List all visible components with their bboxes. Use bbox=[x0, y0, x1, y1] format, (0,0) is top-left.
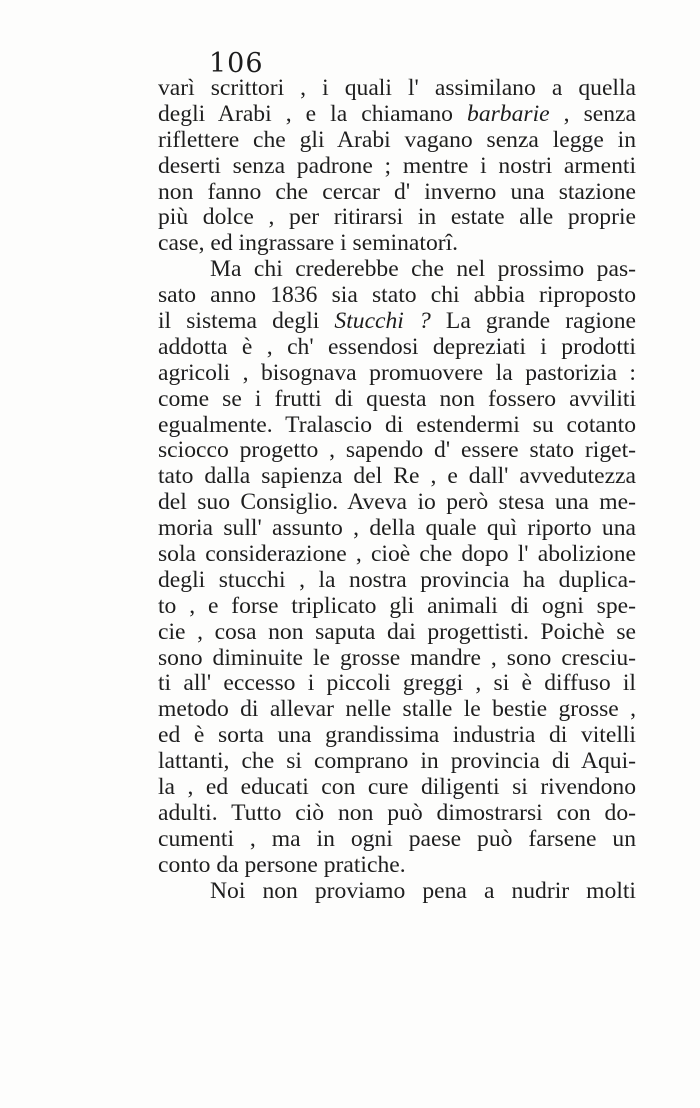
text-line: cumenti , ma in ogni paese può farsene un bbox=[158, 825, 636, 852]
text-line: to , e forse triplicato gli animali di ogni spe- bbox=[158, 592, 636, 619]
text-line: sono diminuite le grosse mandre , sono cresciu- bbox=[158, 644, 636, 671]
text-line: come se i frutti di questa non fossero avviliti bbox=[158, 385, 636, 412]
text-line: agricoli , bisognava promuovere la pastorizia : bbox=[158, 359, 636, 386]
text-line: degli Arabi , e la chiamano barbarie , senza bbox=[158, 100, 636, 127]
text-line: egualmente. Tralascio di estendermi su cotanto bbox=[158, 411, 636, 438]
page-number: 106 bbox=[209, 48, 264, 79]
text-line: più dolce , per ritirarsi in estate alle proprie bbox=[158, 204, 636, 231]
text-line: deserti senza padrone ; mentre i nostri armenti bbox=[158, 152, 636, 179]
text-line: lattanti, che si comprano in provincia di Aqui- bbox=[158, 748, 636, 775]
text-line: riflettere che gli Arabi vagano senza legge in bbox=[158, 126, 636, 153]
text-line: tato dalla sapienza del Re , e dall' avvedutezza bbox=[158, 463, 636, 490]
italic-term: barbarie bbox=[467, 100, 550, 127]
text-line: del suo Consiglio. Aveva io però stesa una me- bbox=[158, 489, 636, 516]
text-line: moria sull' assunto , della quale quì riporto una bbox=[158, 515, 636, 542]
text-line: non fanno che cercar d' inverno una stazione bbox=[158, 178, 636, 205]
text-line: ed è sorta una grandissima industria di vitelli bbox=[158, 722, 636, 749]
text-line: adulti. Tutto ciò non può dimostrarsi con do- bbox=[158, 799, 636, 826]
paragraph-last-line: conto da persone pratiche. bbox=[158, 851, 406, 878]
text-line: degli stucchi , la nostra provincia ha duplica- bbox=[158, 566, 636, 593]
paragraph-first-line: Noi non proviamo pena a nudrir molti bbox=[210, 877, 636, 904]
text-line: ti all' eccesso i piccoli greggi , si è diffuso il bbox=[158, 670, 636, 697]
text-line: metodo di allevar nelle stalle le bestie grosse , bbox=[158, 696, 636, 723]
text-line: la , ed educati con cure diligenti si rivendono bbox=[158, 774, 636, 801]
text-line: sato anno 1836 sia stato chi abbia riproposto bbox=[158, 282, 636, 309]
text-line: sola considerazione , cioè che dopo l' abolizione bbox=[158, 541, 636, 568]
paragraph-first-line: Ma chi crederebbe che nel prossimo pas- bbox=[210, 256, 636, 283]
text-line: varì scrittori , i quali l' assimilano a quella bbox=[158, 75, 636, 101]
text-line: addotta è , ch' essendosi depreziati i prodotti bbox=[158, 333, 636, 360]
paragraph-last-line: case, ed ingrassare i seminatorî. bbox=[158, 230, 459, 257]
body-text bbox=[158, 76, 636, 905]
text-line: il sistema degli Stucchi ? La grande ragione bbox=[158, 308, 636, 335]
text-line: cie , cosa non saputa dai progettisti. Poichè se bbox=[158, 618, 636, 645]
text-line: sciocco progetto , sapendo d' essere stato riget- bbox=[158, 437, 636, 464]
italic-term: Stucchi ? bbox=[334, 308, 431, 335]
